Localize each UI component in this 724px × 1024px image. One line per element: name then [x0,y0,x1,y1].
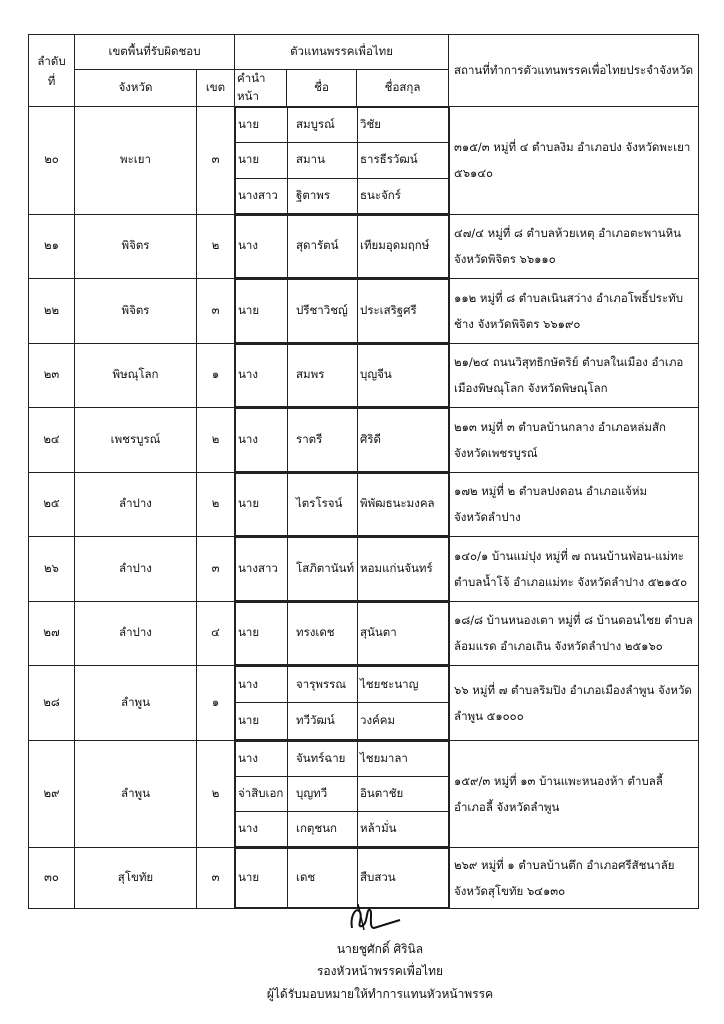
province-cell: พิจิตร [75,278,197,343]
address-line: ๔๗/๔ หมู่ที่ ๘ ตำบลห้วยเหตุ อำเภอตะพานหิน [454,226,682,241]
rep-first: สมพร [288,344,358,406]
zone-cell: ๓ [197,847,235,908]
rep-first: ทวีวัฒน์ [288,703,358,740]
table-row [29,278,699,343]
rep-title: นางสาว [236,537,288,600]
zone-cell: ๒ [197,407,235,472]
address-cell [449,107,699,215]
representative-row [236,344,450,406]
rep-first: ปรีชาวิชญ์ [288,279,358,342]
representatives-cell [235,214,449,278]
representative-row [236,537,450,600]
address-line: จังหวัดสุโขทัย ๖๔๑๓๐ [454,883,566,898]
table-row [29,343,699,407]
address-line: ช้าง จังหวัดพิจิตร ๖๖๑๙๐ [454,316,581,331]
rep-first: โสภิตานันท์ [288,537,358,600]
representatives-cell [235,665,449,740]
seq-cell: ๒๓ [29,343,75,407]
table-row [29,472,699,536]
rep-last: พิพัฒธนะมงคล [358,473,450,535]
address-cell [449,214,699,278]
rep-title: นาง [236,666,288,703]
representative-list [235,666,450,740]
table-row [29,536,699,601]
rep-last: ศิริดี [358,408,450,471]
address-line: จังหวัดพิจิตร ๖๖๑๑๐ [454,252,556,267]
representative-row [236,473,450,535]
address-cell [449,740,699,847]
representative-row [236,602,450,664]
address-line: จังหวัดเพชรบูรณ์ [454,445,538,460]
rep-last: ธนะจักร์ [358,178,450,213]
rep-last: หอมแก่นจันทร์ [358,537,450,600]
province-cell: เพชรบูรณ์ [75,407,197,472]
rep-title: นาย [236,473,288,535]
rep-title: นาย [236,848,288,907]
address-line: ตำบลน้ำโจ้ อำเภอแม่ทะ จังหวัดลำปาง ๕๒๑๕๐ [454,574,688,589]
rep-first: บุญทวี [288,776,358,811]
header-row-1 [29,35,699,70]
address-line: ๒๑/๒๔ ถนนวิสุทธิกษัตริย์ ตำบลในเมือง อำเภอ [454,355,684,370]
representative-row [236,408,450,471]
representative-row [236,741,450,776]
footer-position: รองหัวหน้าพรรคเพื่อไทย [316,964,444,978]
zone-cell: ๒ [197,740,235,847]
rep-first: สุดารัตน์ [288,215,358,277]
province-cell: พิษณุโลก [75,343,197,407]
address-cell [449,665,699,740]
place-header: สถานที่ทำการตัวแทนพรรคเพื่อไทยประจำจังหวัด [449,35,699,107]
zone-cell: ๓ [197,278,235,343]
representatives-cell [235,278,449,343]
address-cell [449,601,699,665]
rep-last: สุนันตา [358,602,450,664]
rep-first: จันทร์ฉาย [288,741,358,776]
representative-list [235,473,450,536]
table-row [29,665,699,740]
address-cell [449,847,699,908]
province-cell: ลำพูน [75,665,197,740]
rep-title: นาย [236,703,288,740]
rep-first: เดช [288,848,358,907]
rep-title: นางสาว [236,178,288,213]
rep-first: ราตรี [288,408,358,471]
representatives-cell [235,740,449,847]
address-line: ลำพูน ๕๑๐๐๐ [454,708,524,723]
rep-last: บุญจีน [358,344,450,406]
zone-cell: ๒ [197,214,235,278]
address-line: ๖๖ หมู่ที่ ๗ ตำบลริมปิง อำเภอเมืองลำพูน จังหวัด [454,682,692,697]
rep-title: นาง [236,741,288,776]
representatives-cell [235,107,449,215]
province-header: จังหวัด [75,70,197,107]
last-name-header: ชื่อสกุล [357,70,449,107]
representative-row [236,215,450,277]
representative-list [235,408,450,472]
address-cell [449,407,699,472]
representative-list [235,602,450,665]
rep-last: ไชยชะนาญ [358,666,450,703]
seq-cell: ๒๗ [29,601,75,665]
rep-title: จ่าสิบเอก [236,776,288,811]
signature [300,898,430,938]
province-cell: ลำปาง [75,472,197,536]
representative-row [236,178,450,213]
representatives-cell [235,343,449,407]
rep-first: ฐิตาพร [288,178,358,213]
representative-list [235,107,450,214]
province-cell: ลำปาง [75,601,197,665]
zone-cell: ๑ [197,665,235,740]
address-line: ๓๑๕/๓ หมู่ที่ ๔ ตำบลงิม อำเภอปง จังหวัดพะเยา [454,140,691,155]
rep-last: หล้ามั่น [358,811,450,846]
table-row [29,214,699,278]
rep-last: เทียมอุดมฤกษ์ [358,215,450,277]
zone-cell: ๒ [197,472,235,536]
province-cell: พะเยา [75,107,197,215]
zone-cell: ๑ [197,343,235,407]
representative-row [236,108,450,143]
rep-title: นาง [236,344,288,406]
table-row [29,407,699,472]
representatives-cell [235,472,449,536]
rep-title: นาย [236,143,288,178]
rep-title: นาง [236,215,288,277]
address-line: ๒๑๓ หมู่ที่ ๓ ตำบลบ้านกลาง อำเภอหล่มสัก [454,419,666,434]
rep-first: สมาน [288,143,358,178]
rep-last: วิชัย [358,108,450,143]
address-cell [449,472,699,536]
rep-first: ทรงเดช [288,602,358,664]
representative-row [236,279,450,342]
province-cell: ลำปาง [75,536,197,601]
representative-list [235,537,450,601]
representative-list [235,215,450,278]
seq-cell: ๒๖ [29,536,75,601]
zone-cell: ๓ [197,107,235,215]
address-line: ๑๘/๘ บ้านหนองเตา หมู่ที่ ๘ บ้านดอนไชย ตำบล [454,613,693,628]
representative-row [236,143,450,178]
rep-title: นาย [236,279,288,342]
rep-header: ตัวแทนพรรคเพื่อไทย [235,35,449,70]
title-header: คำนำหน้า [235,70,287,107]
rep-last: วงค์คม [358,703,450,740]
seq-cell: ๒๕ [29,472,75,536]
footer-name: นายชูศักดิ์ ศิรินิล [336,942,424,956]
seq-cell: ๓๐ [29,847,75,908]
address-line: ๑๗๒ หมู่ที่ ๒ ตำบลปงดอน อำเภอแจ้ห่ม [454,484,648,499]
representatives-cell [235,601,449,665]
rep-first: จารุพรรณ [288,666,358,703]
address-line: ๑๑๒ หมู่ที่ ๘ ตำบลเนินสว่าง อำเภอโพธิ์ประทับ [454,290,684,305]
seq-cell: ๒๔ [29,407,75,472]
rep-last: ธารธีรวัฒน์ [358,143,450,178]
representative-row [236,703,450,740]
seq-cell: ๒๐ [29,107,75,215]
representative-list [235,279,450,343]
representatives-cell [235,536,449,601]
representatives-cell [235,407,449,472]
address-line: จังหวัดลำปาง [454,510,521,525]
table-row [29,107,699,215]
representative-list [235,741,450,847]
rep-last: อินตาชัย [358,776,450,811]
first-name-header: ชื่อ [287,70,357,107]
representative-row [236,811,450,846]
address-line: อำเภอลี้ จังหวัดลำพูน [454,799,560,814]
address-line: เมืองพิษณุโลก จังหวัดพิษณุโลก [454,381,608,396]
address-line: ล้อมแรด อำเภอเถิน จังหวัดลำปาง ๒๕๑๖๐ [454,639,663,654]
province-cell: สุโขทัย [75,847,197,908]
representative-row [236,666,450,703]
seq-cell: ๒๑ [29,214,75,278]
representatives-table [28,34,699,909]
seq-cell: ๒๘ [29,665,75,740]
rep-first: ไตรโรจน์ [288,473,358,535]
zone-cell: ๔ [197,601,235,665]
rep-title: นาง [236,408,288,471]
rep-last: ประเสริฐศรี [358,279,450,342]
rep-title: นาย [236,108,288,143]
address-cell [449,278,699,343]
rep-first: สมบูรณ์ [288,108,358,143]
address-line: ๕๖๑๔๐ [454,166,494,181]
table-row [29,601,699,665]
address-cell [449,536,699,601]
address-cell [449,343,699,407]
seq-cell: ๒๙ [29,740,75,847]
footer-authority: ผู้ได้รับมอบหมายให้ทำการแทนหัวหน้าพรรค [266,987,494,1001]
seq-cell: ๒๒ [29,278,75,343]
address-line: ๒๖๙ หมู่ที่ ๑ ตำบลบ้านตึก อำเภอศรีสัชนาลัย [454,857,675,872]
zone-header: เขต [197,70,235,107]
table-row [29,740,699,847]
representative-list [235,344,450,407]
rep-first: เกตุชนก [288,811,358,846]
rep-title: นาย [236,602,288,664]
seq-header: ลำดับ ที่ [29,35,75,107]
area-header: เขตพื้นที่รับผิดชอบ [75,35,235,70]
representative-row [236,776,450,811]
address-line: ๑๔๐/๑ บ้านแม่ปุง หมู่ที่ ๗ ถนนบ้านฟ่อน-แม่ทะ [454,548,684,563]
address-line: ๑๕๙/๓ หมู่ที่ ๑๓ บ้านแพะหนองห้า ตำบลลี้ [454,773,663,788]
rep-last: สืบสวน [358,848,450,907]
rep-title: นาง [236,811,288,846]
province-cell: ลำพูน [75,740,197,847]
province-cell: พิจิตร [75,214,197,278]
rep-last: ไชยมาลา [358,741,450,776]
zone-cell: ๓ [197,536,235,601]
